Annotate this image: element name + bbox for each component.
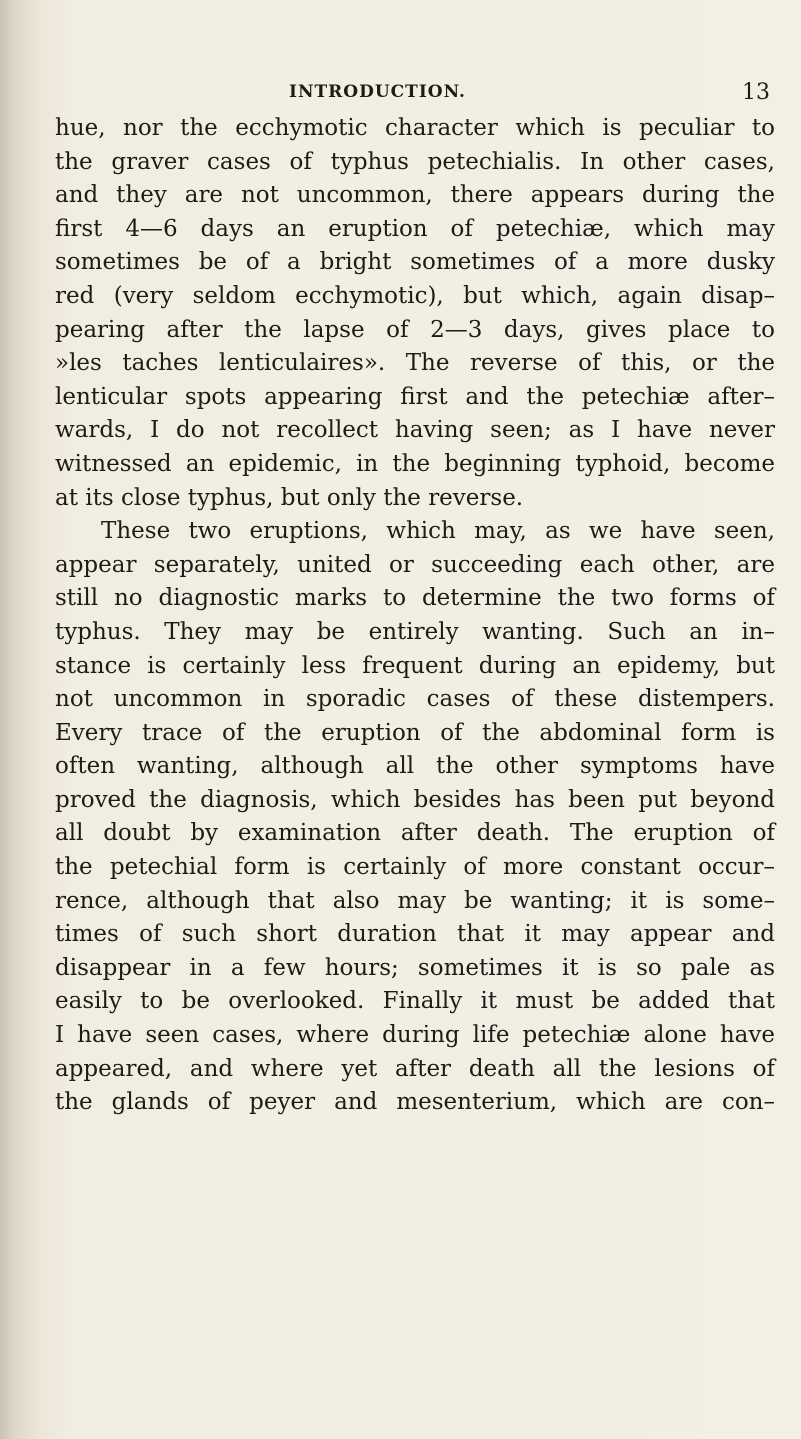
text-line: the glands of peyer and mesenterium, which are con– xyxy=(55,1089,775,1116)
text-line: and they are not uncommon, there appears during the xyxy=(55,182,775,209)
text-line: lenticular spots appearing first and the petechiæ after– xyxy=(55,383,775,410)
text-line: red (very seldom ecchymotic), but which, again disap– xyxy=(55,282,775,309)
text-line: appear separately, united or succeeding each other, are xyxy=(55,551,775,578)
text-line: Every trace of the eruption of the abdominal form is xyxy=(55,719,775,746)
text-line: first 4—6 days an eruption of petechiæ, which may xyxy=(55,215,775,242)
text-line: the petechial form is certainly of more constant occur– xyxy=(55,854,775,881)
text-line: easily to be overlooked. Finally it must be added that xyxy=(55,988,775,1015)
text-line: stance is certainly less frequent during an epidemy, but xyxy=(55,652,775,679)
text-line: typhus. They may be entirely wanting. Such an in– xyxy=(55,618,775,645)
page-header xyxy=(0,80,801,110)
text-line: appeared, and where yet after death all the lesions of xyxy=(55,1055,775,1082)
text-line: »les taches lenticulaires». The reverse of this, or the xyxy=(55,350,775,377)
text-line: rence, although that also may be wanting; it is some– xyxy=(55,887,775,914)
text-line: pearing after the lapse of 2—3 days, gives place to xyxy=(55,316,775,343)
text-line: at its close typhus, but only the reverse. xyxy=(55,484,524,511)
text-line: proved the diagnosis, which besides has been put beyond xyxy=(55,786,775,813)
running-title: INTRODUCTION. xyxy=(289,82,466,102)
body-text xyxy=(55,112,775,1120)
text-line: hue, nor the ecchymotic character which is peculiar to xyxy=(55,115,775,141)
text-line: disappear in a few hours; sometimes it is so pale as xyxy=(55,954,775,981)
page-number: 13 xyxy=(742,80,770,105)
text-line: wards, I do not recollect having seen; as I have never xyxy=(55,417,775,444)
text-line: These two eruptions, which may, as we have seen, xyxy=(101,518,775,545)
text-line: still no diagnostic marks to determine the two forms of xyxy=(55,585,775,612)
text-line: not uncommon in sporadic cases of these distempers. xyxy=(55,686,775,713)
text-line: the graver cases of typhus petechialis. In other cases, xyxy=(55,148,775,175)
text-line: often wanting, although all the other symptoms have xyxy=(55,753,775,780)
text-line: all doubt by examination after death. The eruption of xyxy=(55,820,775,847)
text-line: sometimes be of a bright sometimes of a more dusky xyxy=(55,249,775,276)
text-line: times of such short duration that it may appear and xyxy=(55,921,775,948)
text-line: I have seen cases, where during life petechiæ alone have xyxy=(55,1022,775,1049)
text-line: witnessed an epidemic, in the beginning typhoid, become xyxy=(55,450,775,477)
